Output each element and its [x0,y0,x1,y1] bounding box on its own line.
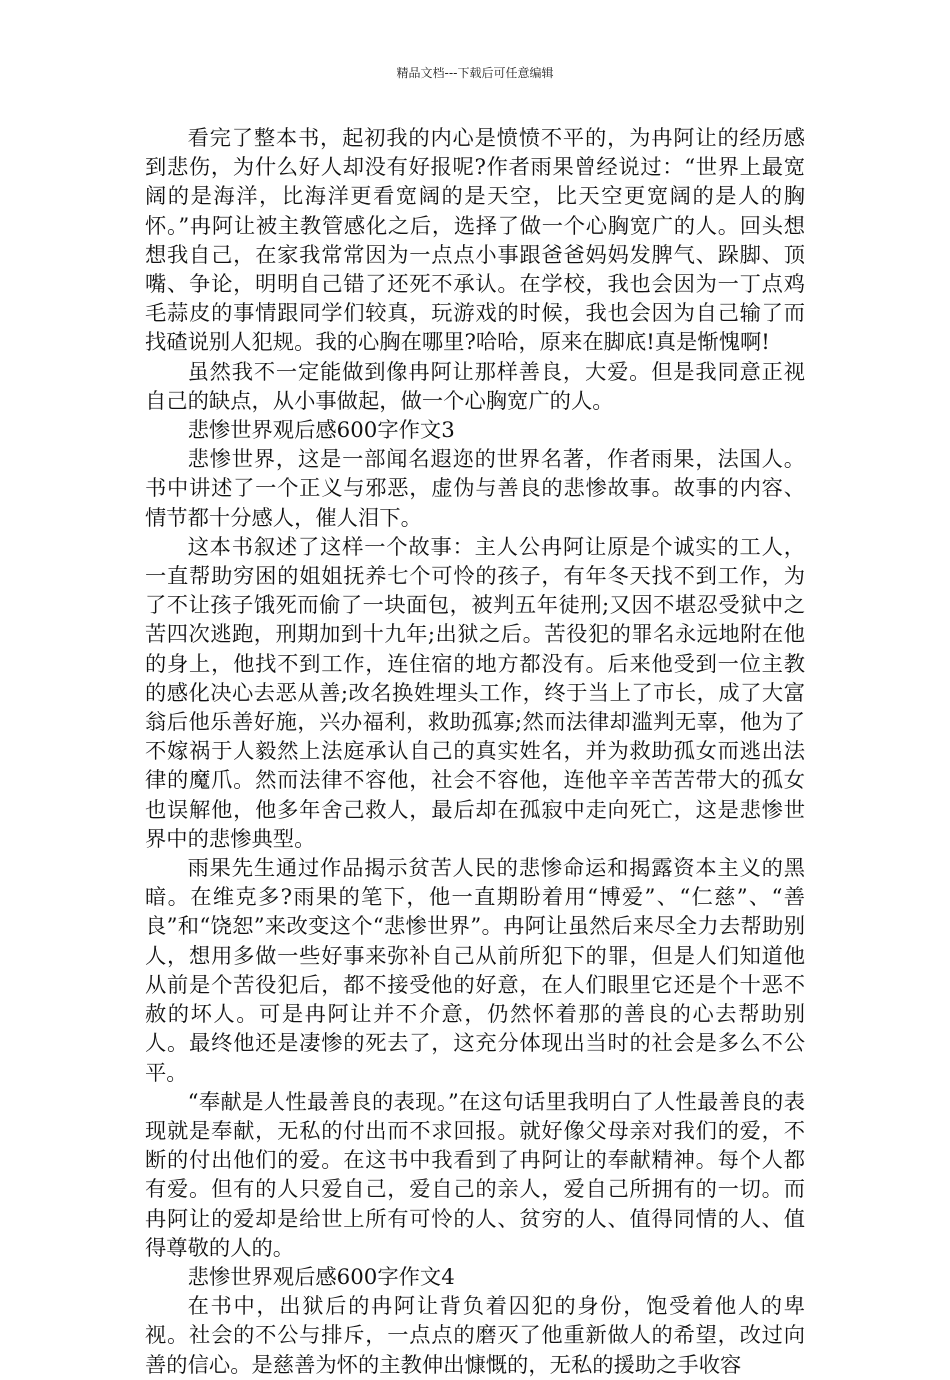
document-body [145,124,805,1380]
paragraph-7: 在书中，出狱后的冉阿让背负着囚犯的身份，饱受着他人的卑视。社会的不公与排斥，一点点的磨灭了他重新做人的希望，改过向善的信心。是慈善为怀的主教伸出慷慨的，无私的援助之手收容 [145,1294,805,1378]
section-heading-4: 悲惨世界观后感600字作文4 [187,1264,455,1290]
paragraph-1: 看完了整本书，起初我的内心是愤愤不平的，为冉阿让的经历感到悲伤，为什么好人却没有好报呢?作者雨果曾经说过：“世界上最宽阔的是海洋，比海洋更看宽阔的是天空，比天空更宽阔的是人的胸怀。”冉阿让被主教管感化之后，选择了做一个心胸宽广的人。回头想想我自己，在家我常常因为一点点小事跟爸爸妈妈发脾气、跺脚、顶嘴、争论，明明自己错了还死不承认。在学校，我也会因为一丁点鸡毛蒜皮的事情跟同学们较真，玩游戏的时候，我也会因为自己输了而找碴说别人犯规。我的心胸在哪里?哈哈，原来在脚底!真是惭愧啊! [145,126,805,356]
section-heading-3: 悲惨世界观后感600字作文3 [187,418,455,444]
paragraph-4: 这本书叙述了这样一个故事：主人公冉阿让原是个诚实的工人，一直帮助穷困的姐姐抚养七个可怜的孩子，有年冬天找不到工作，为了不让孩子饿死而偷了一块面包，被判五年徒刑;又因不堪忍受狱中之苦四次逃跑，刑期加到十九年;出狱之后。苦役犯的罪名永远地附在他的身上，他找不到工作，连住宿的地方都没有。后来他受到一位主教的感化决心去恶从善;改名换姓埋头工作，终于当上了市长，成了大富翁后他乐善好施，兴办福利，救助孤寡;然而法律却滥判无辜，他为了不嫁祸于人毅然上法庭承认自己的真实姓名，并为救助孤女而逃出法律的魔爪。然而法律不容他，社会不容他，连他辛辛苦苦带大的孤女也误解他，他多年舍己救人，最后却在孤寂中走向死亡，这是悲惨世界中的悲惨典型。 [145,534,805,852]
paragraph-6: “奉献是人性最善良的表现。”在这句话里我明白了人性最善良的表现就是奉献，无私的付出而不求回报。就好像父母亲对我们的爱，不断的付出他们的爱。在这书中我看到了冉阿让的奉献精神。每个人都有爱。但有的人只爱自己，爱自己的亲人，爱自己所拥有的一切。而冉阿让的爱却是给世上所有可怜的人、贫穷的人、值得同情的人、值得尊敬的人的。 [145,1089,805,1261]
paragraph-3: 悲惨世界，这是一部闻名遐迩的世界名著，作者雨果，法国人。书中讲述了一个正义与邪恶，虚伪与善良的悲惨故事。故事的内容、情节都十分感人，催人泪下。 [145,447,805,531]
page-header: 精品文档---下载后可任意编辑 [396,66,554,80]
paragraph-5: 雨果先生通过作品揭示贫苦人民的悲惨命运和揭露资本主义的黑暗。在维克多?雨果的笔下，他一直期盼着用“博爱”、“仁慈”、“善良”和“饶恕”来改变这个“悲惨世界”。冉阿让虽然后来尽全力去帮助别人，想用多做一些好事来弥补自己从前所犯下的罪，但是人们知道他从前是个苦役犯后，都不接受他的好意，在人们眼里它还是个十恶不赦的坏人。可是冉阿让并不介意，仍然怀着那的善良的心去帮助别人。最终他还是凄惨的死去了，这充分体现出当时的社会是多么不公平。 [145,856,805,1086]
paragraph-2: 虽然我不一定能做到像冉阿让那样善良，大爱。但是我同意正视自己的缺点，从小事做起，做一个心胸宽广的人。 [145,359,805,414]
